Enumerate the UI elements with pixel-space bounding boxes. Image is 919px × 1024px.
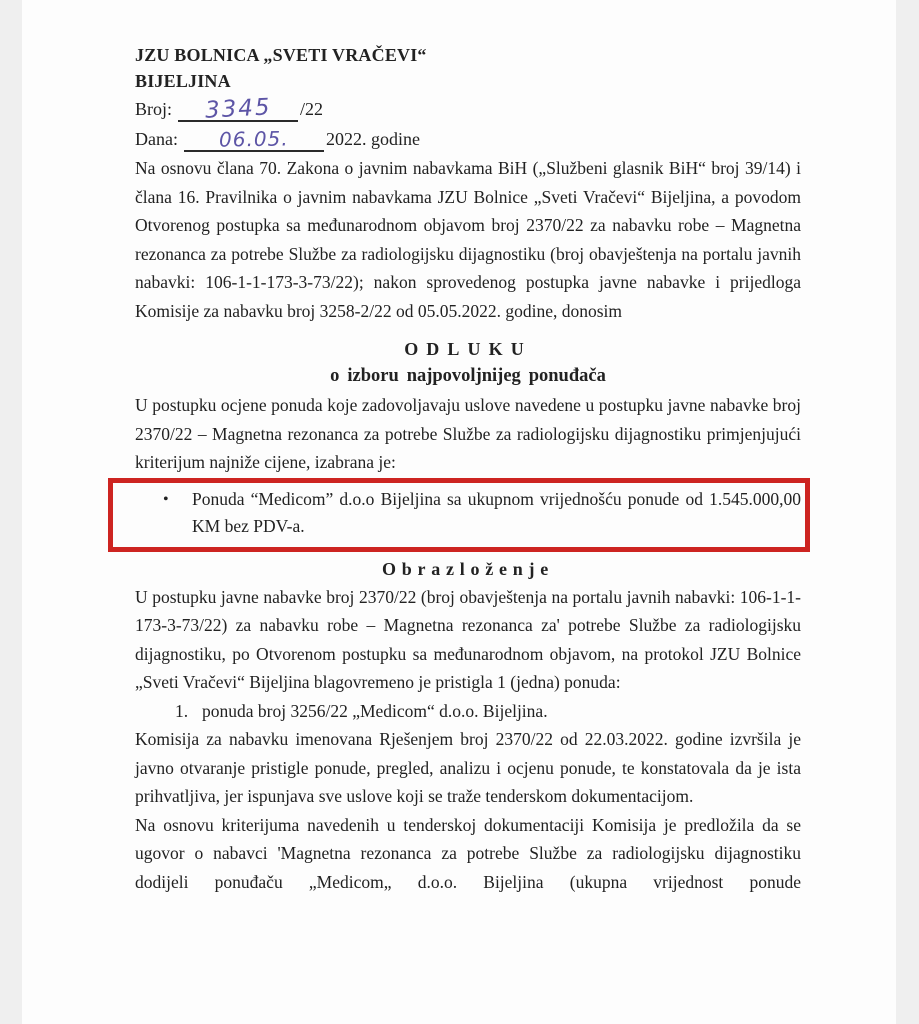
- legal-preamble-paragraph: Na osnovu člana 70. Zakona o javnim nabavkama BiH („Službeni glasnik BiH“ broj 39/14) i člana 16. Pravilnika o javnim nabavkama JZU Bolnice „Sveti Vračevi“ Bijeljina, a povodom Otvorenog postupka sa međunarodnom objavom broj 2370/22 za nabavku robe – Magnetna rezonanca za potrebe Službe za radiologijsku dijagnostiku (broj obavještenja na portalu javnih nabavki: 106-1-1-173-3-73/22); nakon sprovedenog postupka javne nabavke i prijedloga Komisije za nabavku broj 3258-2/22 od 05.05.2022. godine, donosim: [135, 158, 801, 321]
- document-date-label: Dana:: [135, 129, 178, 149]
- offer-list-text: ponuda broj 3256/22 „Medicom“ d.o.o. Bijeljina.: [202, 700, 548, 721]
- explanation-paragraph-2: Komisija za nabavku imenovana Rješenjem broj 2370/22 od 22.03.2022. godine izvršila je javno otvaranje pristigle ponude, pregled, analizu i ocjenu ponude, te konstatovala da je ista prihvatljiva, jer ispunjava sve uslove koji se traže tenderskom dokumentacijom.: [135, 729, 801, 806]
- offer-list-item: [135, 697, 801, 726]
- decision-title: ODLUKU: [404, 339, 532, 359]
- document-date-suffix: 2022. godine: [325, 129, 420, 149]
- document-page: [22, 0, 896, 1024]
- explanation-title: Obrazloženje: [381, 558, 555, 579]
- offer-list-number: 1.: [175, 700, 189, 721]
- explanation-paragraph-3: Na osnovu kriterijuma navedenih u tenderskoj dokumentaciji Komisija je predložila da se ugovor o nabavci 'Magnetna rezonanca za potrebe Službe za radiologijsku dijagnostiku dodijeli ponuđaču „Medicom„ d.o.o. Bijeljina (ukupna vrijednost ponude: [135, 814, 801, 892]
- bullet-icon: •: [163, 490, 169, 508]
- document-number-suffix: /22: [300, 99, 324, 119]
- selection-intro-paragraph: U postupku ocjene ponuda koje zadovoljavaju uslove navedene u postupku javne nabavke broj 2370/22 – Magnetna rezonanca za potrebe Službe za radiologijsku dijagnostiku primjenjujući kriterijum najniže cijene, izabrana je:: [135, 395, 801, 472]
- organization-name: JZU BOLNICA „SVETI VRAČEVI“: [135, 45, 427, 65]
- selected-offer-item: [113, 486, 801, 540]
- document-number-underline: [178, 94, 298, 124]
- selected-offer-text: Ponuda “Medicom” d.o.o Bijeljina sa ukupnom vrijednošću ponude od 1.545.000,00 KM bez PDV-a.: [192, 488, 801, 536]
- document-date-handwritten-value: 06.05.: [218, 126, 290, 152]
- letterhead: [135, 42, 801, 154]
- document-date-underline: [184, 127, 324, 152]
- highlight-box: [108, 478, 810, 552]
- document-number-handwritten-value: 3345: [204, 94, 272, 124]
- document-number-line: [135, 94, 801, 124]
- decision-subtitle: o izboru najpovoljnijeg ponuđača: [330, 366, 606, 386]
- document-number-label: Broj:: [135, 99, 173, 119]
- document-date-line: [135, 124, 801, 154]
- explanation-paragraph-1: U postupku javne nabavke broj 2370/22 (broj obavještenja na portalu javnih nabavki: 106-1-1-173-3-73/22) za nabavku robe – Magnetna rezonanca za' potrebe Službe za radiologijsku dijagnostiku, po Otvorenom postupku sa međunarodnom objavom, na protokol JZU Bolnice „Sveti Vračevi“ Bijeljina blagovremeno je pristigla 1 (jedna) ponuda:: [135, 586, 801, 692]
- organization-city: BIJELJINA: [135, 71, 231, 91]
